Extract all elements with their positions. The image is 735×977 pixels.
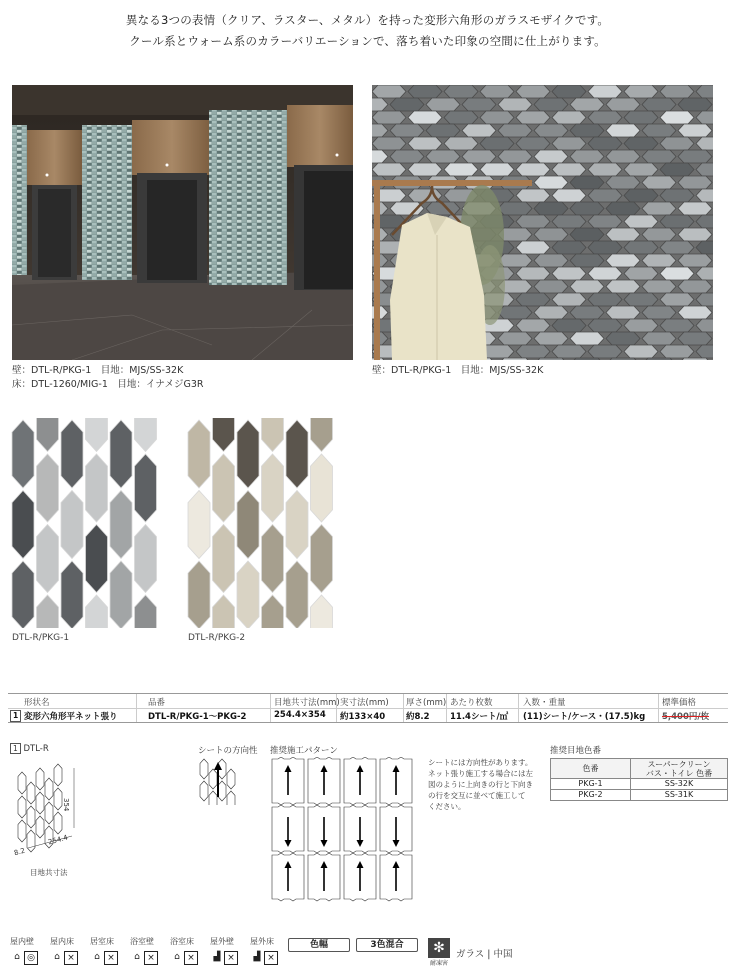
pattern-drawing — [270, 757, 418, 907]
wall-tile — [606, 228, 640, 241]
wall-tile — [678, 150, 712, 163]
module-note: 目地共寸法 — [30, 868, 68, 877]
sketch-tile — [36, 792, 44, 814]
wall-tile — [588, 215, 622, 228]
wall-tile — [372, 111, 406, 124]
usage-label: 浴室床 — [170, 937, 194, 946]
sample-tile — [213, 454, 235, 522]
sample-tile — [61, 561, 83, 628]
sample-tile — [311, 418, 333, 452]
snowflake-icon: ✻ — [428, 938, 450, 958]
wall-tile — [534, 150, 568, 163]
wall-tile — [624, 293, 658, 306]
sample-tile — [110, 491, 132, 559]
outdoor-icon: ▟ — [253, 951, 261, 962]
sketch-tile — [45, 778, 53, 800]
joint-color-header-line2: バス・トイレ 色番 — [645, 768, 713, 778]
usage-label: 屋外床 — [250, 937, 274, 946]
wall-tile — [660, 293, 694, 306]
wall-tile — [660, 189, 694, 202]
spec-sheets: 11.4シート/㎡ — [450, 712, 509, 722]
wall-tile — [642, 176, 676, 189]
lobby-photo — [12, 85, 353, 360]
sample-tile — [262, 525, 284, 593]
table-row — [551, 790, 728, 801]
sample-tile — [12, 561, 34, 628]
sample-pkg-2 — [186, 418, 346, 628]
spec-row-number: 1 — [10, 710, 21, 722]
sample-tile — [110, 561, 132, 628]
sample-tile — [262, 595, 284, 628]
wall-tile — [588, 241, 622, 254]
frost-resistance — [428, 938, 450, 968]
usage-outdoor-floor — [250, 936, 278, 966]
sample-tile — [262, 418, 284, 452]
wall-tile — [588, 163, 622, 176]
wall-tile — [642, 306, 676, 319]
wall-tile — [570, 332, 604, 345]
wall-tile — [516, 163, 550, 176]
wall-tile — [678, 254, 712, 267]
sample-tile — [286, 561, 308, 628]
wall-tile — [624, 137, 658, 150]
house-icon: ⌂ — [54, 951, 60, 962]
sketch-tile — [18, 796, 26, 818]
wall-tile — [624, 215, 658, 228]
lobby-caption-floor: 床：DTL-1260/MIG-1 目地：イナメジG3R — [12, 379, 204, 390]
sample-tile — [286, 420, 308, 488]
wall-tile — [516, 137, 550, 150]
lobby-caption-wall: 壁：DTL-R/PKG-1 目地：MJS/SS-32K — [12, 365, 184, 376]
spec-packing: (11)シート/ケース・(17.5)kg — [523, 712, 646, 722]
usage-mark: × — [224, 951, 238, 965]
usage-label: 屋外壁 — [210, 937, 234, 946]
wall-tile — [498, 306, 532, 319]
sample-tile — [86, 595, 108, 628]
wall-tile — [606, 332, 640, 345]
wall-tile — [588, 189, 622, 202]
pattern-title: 推奨施工パターン — [270, 746, 338, 756]
wall-tile — [498, 98, 532, 111]
wall-tile — [624, 267, 658, 280]
diagram-number: 1 — [10, 743, 21, 754]
wall-tile — [660, 267, 694, 280]
sketch-tile — [54, 764, 62, 786]
sample-tile — [237, 561, 259, 628]
wall-tile — [516, 111, 550, 124]
diagram-name: DTL-R — [23, 744, 49, 754]
pattern-note-line: ください。 — [428, 802, 466, 811]
wall-tile — [606, 176, 640, 189]
wall-tile — [642, 228, 676, 241]
house-icon: ⌂ — [174, 951, 180, 962]
wall-tile — [588, 85, 622, 98]
wall-tile — [516, 241, 550, 254]
joint-color-title: 推奨目地色番 — [550, 746, 602, 756]
usage-label: 居室床 — [90, 937, 114, 946]
sketch-tile — [54, 788, 62, 810]
sample-tile — [213, 595, 235, 628]
sketch-tile — [227, 769, 235, 789]
wall-tile — [642, 254, 676, 267]
material-origin — [456, 946, 512, 960]
sketch-tile — [27, 830, 35, 852]
wall-tile — [552, 215, 586, 228]
intro-line-1: 異なる3つの表情（クリア、ラスター、メタル）を持った変形六角形のガラスモザイクです。 — [125, 13, 610, 27]
sample-tile — [135, 595, 157, 628]
wall-tile — [570, 280, 604, 293]
wall-tile — [480, 163, 514, 176]
usage-bath-wall — [130, 936, 158, 966]
joint-color-header-line1: スーパークリーン — [647, 759, 711, 769]
origin: 中国 — [493, 949, 513, 960]
sample-tile — [37, 418, 59, 452]
wall-tile — [426, 124, 460, 137]
spec-header-thickness: 厚さ(mm) — [406, 698, 447, 708]
wall-tile — [372, 85, 406, 98]
wall-tile — [570, 202, 604, 215]
wall-tile — [660, 111, 694, 124]
wall-tile — [534, 254, 568, 267]
sample-tile — [61, 491, 83, 559]
pattern-note-line: ネット張り施工する場合には左 — [428, 769, 533, 778]
wall-tile — [678, 124, 712, 137]
sample-tile — [213, 418, 235, 452]
wall-tile — [480, 85, 514, 98]
wall-tile — [480, 137, 514, 150]
divider: | — [484, 949, 494, 960]
house-icon: ⌂ — [94, 951, 100, 962]
sketch-tile — [27, 806, 35, 828]
sketch-tile — [218, 781, 226, 801]
dim-depth: 8.2 — [13, 846, 26, 858]
joint-color-cell: PKG-1 — [551, 779, 631, 790]
spec-header-code: 品番 — [148, 698, 166, 708]
spec-header-sheets: あたり枚数 — [450, 698, 493, 708]
sample-tile — [86, 525, 108, 593]
wall-tile — [516, 293, 550, 306]
sketch-tile — [200, 759, 208, 779]
wall-tile — [426, 150, 460, 163]
wall-tile — [660, 137, 694, 150]
wall-tile — [372, 137, 406, 150]
spec-header-packing: 入数・重量 — [523, 698, 566, 708]
wall-tile — [534, 202, 568, 215]
sample-tile — [86, 418, 108, 452]
wall-tile — [516, 345, 550, 358]
wall-tile — [678, 228, 712, 241]
usage-indoor-wall — [10, 936, 38, 966]
wall-tile — [444, 111, 478, 124]
wall-tile — [660, 85, 694, 98]
joint-code-cell: SS-32K — [631, 779, 728, 790]
sample-tile — [37, 454, 59, 522]
pattern-note-line: シートには方向性があります。 — [428, 758, 533, 767]
wall-tile — [624, 163, 658, 176]
wall-tile — [498, 332, 532, 345]
wall-caption: 壁：DTL-R/PKG-1 目地：MJS/SS-32K — [372, 365, 544, 376]
joint-color-header-color: 色番 — [551, 759, 631, 779]
usage-mark: × — [184, 951, 198, 965]
wall-tile — [570, 98, 604, 111]
sketch-tile — [36, 816, 44, 838]
dim-height: 354 — [62, 798, 70, 812]
wall-tile — [534, 306, 568, 319]
wall-tile — [408, 137, 442, 150]
wall-tile — [516, 319, 550, 332]
sample-tile — [110, 420, 132, 488]
sketch-tile — [209, 791, 217, 805]
frost-label: 耐凍害 — [429, 960, 448, 967]
wall-tile — [606, 98, 640, 111]
sample-tile — [188, 561, 210, 628]
dim-width: 254.4 — [47, 833, 69, 847]
material: ガラス — [456, 949, 485, 960]
sample-tile — [135, 525, 157, 593]
sample-label-1: DTL-R/PKG-1 — [12, 633, 70, 643]
wall-tile — [390, 150, 424, 163]
spec-header-module: 目地共寸法(mm) — [274, 698, 340, 708]
sample-tile — [311, 525, 333, 593]
wall-tile — [624, 241, 658, 254]
usage-outdoor-wall — [210, 936, 238, 966]
wall-tile — [606, 306, 640, 319]
intro-text — [0, 10, 735, 52]
wall-tile — [408, 85, 442, 98]
sketch-tile — [200, 781, 208, 801]
wall-tile — [624, 111, 658, 124]
wall-tile — [516, 85, 550, 98]
wall-tile — [588, 137, 622, 150]
usage-label: 屋内壁 — [10, 937, 34, 946]
spec-price: 5,400円/枚 — [662, 712, 709, 722]
wall-tile — [606, 280, 640, 293]
sketch-tile — [36, 768, 44, 790]
wall-tile — [552, 293, 586, 306]
wall-tile — [552, 267, 586, 280]
wall-tile — [372, 163, 406, 176]
wall-tile — [606, 254, 640, 267]
wall-tile — [588, 319, 622, 332]
joint-color-header-code — [631, 759, 728, 779]
wall-tile — [642, 280, 676, 293]
sample-pkg-1 — [10, 418, 170, 628]
wall-tile — [660, 215, 694, 228]
joint-code-cell: SS-31K — [631, 790, 728, 801]
wall-tile — [534, 280, 568, 293]
wall-tile — [678, 332, 712, 345]
wall-tile — [678, 280, 712, 293]
wall-tile — [444, 137, 478, 150]
wall-tile — [534, 98, 568, 111]
spec-header-actual: 実寸法(mm) — [340, 698, 389, 708]
sample-tile — [86, 454, 108, 522]
pattern-note-line: の行を交互に並べて施工して — [428, 791, 526, 800]
wall-tile — [642, 202, 676, 215]
sample-tile — [61, 420, 83, 488]
wall-tile — [606, 202, 640, 215]
wall-tile — [516, 189, 550, 202]
sample-label-2: DTL-R/PKG-2 — [188, 633, 246, 643]
joint-color-table — [550, 758, 728, 801]
usage-mark: × — [64, 951, 78, 965]
intro-line-2: クール系とウォーム系のカラーバリエーションで、落ち着いた印象の空間に仕上がります。 — [129, 34, 606, 48]
wall-tile — [606, 150, 640, 163]
wall-tile — [552, 319, 586, 332]
wall-tile — [552, 85, 586, 98]
wall-tile — [660, 241, 694, 254]
wall-tile — [534, 176, 568, 189]
mosaic-wall-photo — [372, 85, 713, 360]
spec-module: 254.4×354 — [274, 710, 326, 720]
wall-tile — [678, 176, 712, 189]
wall-tile — [390, 202, 424, 215]
wall-tile — [552, 189, 586, 202]
wall-tile — [642, 98, 676, 111]
color-mix-pill: 3色混合 — [356, 938, 418, 952]
wall-tile — [480, 111, 514, 124]
wall-tile — [624, 319, 658, 332]
wall-tile — [660, 163, 694, 176]
spec-code: DTL-R/PKG-1〜PKG-2 — [148, 712, 247, 722]
wall-tile — [534, 332, 568, 345]
wall-tile — [534, 228, 568, 241]
usage-mark: ◎ — [24, 951, 38, 965]
wall-tile — [444, 85, 478, 98]
joint-color-cell: PKG-2 — [551, 790, 631, 801]
spec-header-price: 標準価格 — [662, 698, 697, 708]
wall-tile — [408, 111, 442, 124]
wall-tile — [570, 306, 604, 319]
pattern-note-line: 図のように上向きの行と下向き — [428, 780, 533, 789]
pattern-note — [428, 757, 533, 812]
wall-tile — [570, 228, 604, 241]
wall-tile — [516, 267, 550, 280]
sample-tile — [37, 595, 59, 628]
direction-title: シートの方向性 — [198, 746, 258, 756]
wall-tile — [570, 150, 604, 163]
wall-tile — [588, 267, 622, 280]
wall-tile — [642, 124, 676, 137]
wall-tile — [642, 150, 676, 163]
wall-tile — [570, 254, 604, 267]
color-range-pill: 色幅 — [288, 938, 350, 952]
usage-mark: × — [264, 951, 278, 965]
wall-tile — [624, 189, 658, 202]
sketch-tile — [45, 802, 53, 824]
diagram-heading — [10, 744, 49, 754]
wall-tile — [552, 111, 586, 124]
sketch-tile — [209, 769, 217, 789]
outdoor-icon: ▟ — [213, 951, 221, 962]
sketch-tile — [18, 772, 26, 794]
wall-tile — [588, 345, 622, 358]
sample-tile — [12, 491, 34, 559]
usage-bath-floor — [170, 936, 198, 966]
wall-tile — [390, 98, 424, 111]
spec-actual: 約133×40 — [340, 712, 386, 722]
wall-tile — [624, 85, 658, 98]
house-icon: ⌂ — [134, 951, 140, 962]
sample-tile — [135, 418, 157, 452]
sample-tile — [12, 420, 34, 488]
usage-room-floor — [90, 936, 118, 966]
sample-tile — [262, 454, 284, 522]
spec-shape: 変形六角形平ネット張り — [24, 712, 118, 722]
sample-tile — [37, 525, 59, 593]
wall-tile — [642, 332, 676, 345]
wall-tile — [606, 124, 640, 137]
wall-tile — [570, 176, 604, 189]
wall-tile — [552, 163, 586, 176]
wall-tile — [408, 163, 442, 176]
sketch-tile — [18, 820, 26, 842]
wall-tile — [462, 124, 496, 137]
sample-tile — [188, 420, 210, 488]
sample-tile — [213, 525, 235, 593]
table-row — [551, 779, 728, 790]
wall-tile — [660, 319, 694, 332]
house-icon: ⌂ — [14, 951, 20, 962]
usage-mark: × — [104, 951, 118, 965]
wall-tile — [624, 345, 658, 358]
spec-table — [8, 693, 728, 723]
sketch-tile — [227, 791, 235, 805]
wall-tile — [678, 202, 712, 215]
usage-icons — [10, 936, 280, 970]
wall-tile — [444, 163, 478, 176]
wall-tile — [516, 215, 550, 228]
sketch-tile — [27, 782, 35, 804]
usage-label: 屋内床 — [50, 937, 74, 946]
sample-tile — [188, 491, 210, 559]
usage-mark: × — [144, 951, 158, 965]
wall-tile — [534, 124, 568, 137]
sample-tile — [237, 491, 259, 559]
wall-tile — [498, 202, 532, 215]
wall-tile — [678, 306, 712, 319]
wall-tile — [660, 345, 694, 358]
wall-tile — [588, 111, 622, 124]
usage-indoor-floor — [50, 936, 78, 966]
sample-tile — [311, 454, 333, 522]
wall-tile — [498, 150, 532, 163]
wall-tile — [462, 98, 496, 111]
wall-tile — [552, 345, 586, 358]
spec-header-shape: 形状名 — [24, 698, 50, 708]
sample-tile — [286, 491, 308, 559]
wall-tile — [570, 124, 604, 137]
wall-tile — [426, 98, 460, 111]
wall-tile — [390, 124, 424, 137]
wall-tile — [588, 293, 622, 306]
usage-label: 浴室壁 — [130, 937, 154, 946]
sample-tile — [237, 420, 259, 488]
spec-thickness: 約8.2 — [406, 712, 430, 722]
sample-tile — [135, 454, 157, 522]
direction-drawing — [198, 757, 238, 805]
wall-tile — [498, 124, 532, 137]
wall-tile — [552, 137, 586, 150]
sketch-tile — [54, 812, 62, 834]
wall-tile — [678, 98, 712, 111]
sample-tile — [311, 595, 333, 628]
wall-tile — [462, 150, 496, 163]
wall-tile — [552, 241, 586, 254]
wall-tile — [498, 254, 532, 267]
